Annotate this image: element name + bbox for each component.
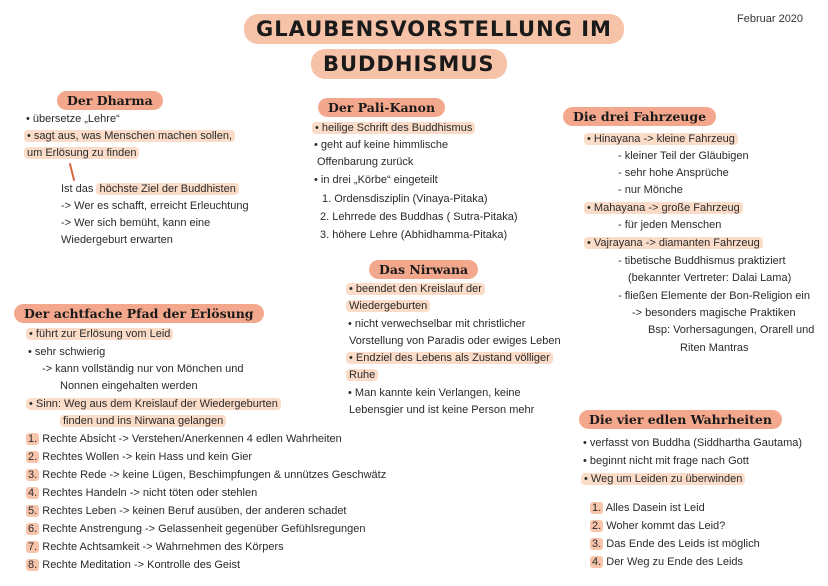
pfad-step: 1. Rechte Absicht -> Verstehen/Anerkennen 4 edlen Wahrheiten: [28, 433, 342, 445]
pali-line: 3. höhere Lehre (Abhidhamma-Pitaka): [320, 229, 508, 241]
pali-line: • geht auf keine himmlische: [314, 139, 449, 151]
dharma-line: • übersetze „Lehre“: [26, 113, 120, 125]
fahrzeuge-line: - nur Mönche: [618, 184, 683, 196]
pfad-highlight: • führt zur Erlösung vom Leid: [26, 328, 173, 340]
heading-dharma: Der Dharma: [57, 91, 163, 110]
dharma-line: Ist das höchste Ziel der Buddhisten: [61, 181, 239, 197]
fahrzeuge-line: - kleiner Teil der Gläubigen: [618, 150, 749, 162]
heading-wahrheiten: Die vier edlen Wahrheiten: [579, 410, 782, 429]
fahrzeuge-line: - fließen Elemente der Bon-Religion ein: [618, 290, 810, 302]
page-title: GLAUBENSVORSTELLUNG IM: [244, 14, 624, 44]
pali-line: 2. Lehrrede des Buddhas ( Sutra-Pitaka): [320, 211, 518, 223]
wahrheiten-step: 3. Das Ende des Leids ist möglich: [592, 538, 760, 550]
fahrzeuge-line: Riten Mantras: [680, 342, 749, 354]
fahrzeuge-line: - sehr hohe Ansprüche: [618, 167, 729, 179]
nirwana-highlight: • Endziel des Lebens als Zustand völliger: [346, 352, 553, 364]
heading-nirwana: Das Nirwana: [369, 260, 478, 279]
fahrzeuge-line: Bsp: Vorhersagungen, Orarell und: [648, 324, 815, 336]
page-title-line2: BUDDHISMUS: [311, 49, 507, 79]
nirwana-highlight: • beendet den Kreislauf der: [346, 283, 485, 295]
pali-line: Offenbarung zurück: [317, 156, 414, 168]
date-label: Februar 2020: [737, 13, 804, 25]
fahrzeuge-highlight: • Vajrayana -> diamanten Fahrzeug: [584, 237, 763, 249]
nirwana-line: • nicht verwechselbar mit christlicher: [348, 318, 526, 330]
dharma-line: -> Wer sich bemüht, kann eine: [61, 217, 211, 229]
fahrzeuge-line: - tibetische Buddhismus praktiziert: [618, 255, 786, 267]
fahrzeuge-line: (bekannter Vertreter: Dalai Lama): [628, 272, 792, 284]
pfad-step: 4. Rechtes Handeln -> nicht töten oder stehlen: [28, 487, 258, 499]
dharma-highlight: • sagt aus, was Menschen machen sollen,: [24, 130, 235, 142]
wahrheiten-step: 2. Woher kommt das Leid?: [592, 520, 726, 532]
pali-line: 1. Ordensdisziplin (Vinaya-Pitaka): [322, 193, 488, 205]
heading-pfad: Der achtfache Pfad der Erlösung: [14, 304, 264, 323]
nirwana-highlight: Wiedergeburten: [346, 300, 430, 312]
fahrzeuge-line: -> besonders magische Praktiken: [632, 307, 796, 319]
fahrzeuge-line: - für jeden Menschen: [618, 219, 722, 231]
pfad-step: 7. Rechte Achtsamkeit -> Wahrnehmen des Körpers: [28, 541, 284, 553]
wahrheiten-step: 4. Der Weg zu Ende des Leids: [592, 556, 744, 568]
dharma-line: Wiedergeburt erwarten: [61, 234, 173, 246]
pfad-step: 3. Rechte Rede -> keine Lügen, Beschimpfungen & unnützes Geschwätz: [28, 469, 387, 481]
nirwana-line: Vorstellung von Paradis oder ewiges Leben: [349, 335, 561, 347]
dharma-highlight: um Erlösung zu finden: [24, 147, 139, 159]
heading-fahrzeuge: Die drei Fahrzeuge: [563, 107, 716, 126]
pali-line: • in drei „Körbe“ eingeteilt: [314, 174, 438, 186]
heading-pali: Der Pali-Kanon: [318, 98, 445, 117]
dharma-line: -> Wer es schafft, erreicht Erleuchtung: [61, 200, 249, 212]
wahrheiten-step: 1. Alles Dasein ist Leid: [592, 502, 705, 514]
wahrheiten-line: • beginnt nicht mit frage nach Gott: [583, 455, 749, 467]
pfad-step: 5. Rechtes Leben -> keinen Beruf ausüben, der anderen schadet: [28, 505, 347, 517]
fahrzeuge-highlight: • Hinayana -> kleine Fahrzeug: [584, 133, 738, 145]
wahrheiten-highlight: • Weg um Leiden zu überwinden: [581, 473, 745, 485]
fahrzeuge-highlight: • Mahayana -> große Fahrzeug: [584, 202, 743, 214]
pfad-line: • sehr schwierig: [28, 346, 106, 358]
pfad-step: 8. Rechte Meditation -> Kontrolle des Geist: [28, 559, 241, 571]
pfad-line: Nonnen eingehalten werden: [60, 380, 198, 392]
nirwana-line: • Man kannte kein Verlangen, keine: [348, 387, 521, 399]
pfad-highlight: • Sinn: Weg aus dem Kreislauf der Wiedergeburten: [26, 398, 281, 410]
pali-highlight: • heilige Schrift des Buddhismus: [312, 122, 475, 134]
pfad-step: 6. Rechte Anstrengung -> Gelassenheit gegenüber Gefühlsregungen: [28, 523, 366, 535]
wahrheiten-line: • verfasst von Buddha (Siddhartha Gautama): [583, 437, 803, 449]
pfad-step: 2. Rechtes Wollen -> kein Hass und kein Gier: [28, 451, 253, 463]
nirwana-line: Lebensgier und ist keine Person mehr: [349, 404, 535, 416]
pfad-highlight: finden und ins Nirwana gelangen: [60, 415, 226, 427]
arrow-mark: [69, 163, 75, 181]
pfad-line: -> kann vollständig nur von Mönchen und: [42, 363, 244, 375]
nirwana-highlight: Ruhe: [346, 369, 378, 381]
